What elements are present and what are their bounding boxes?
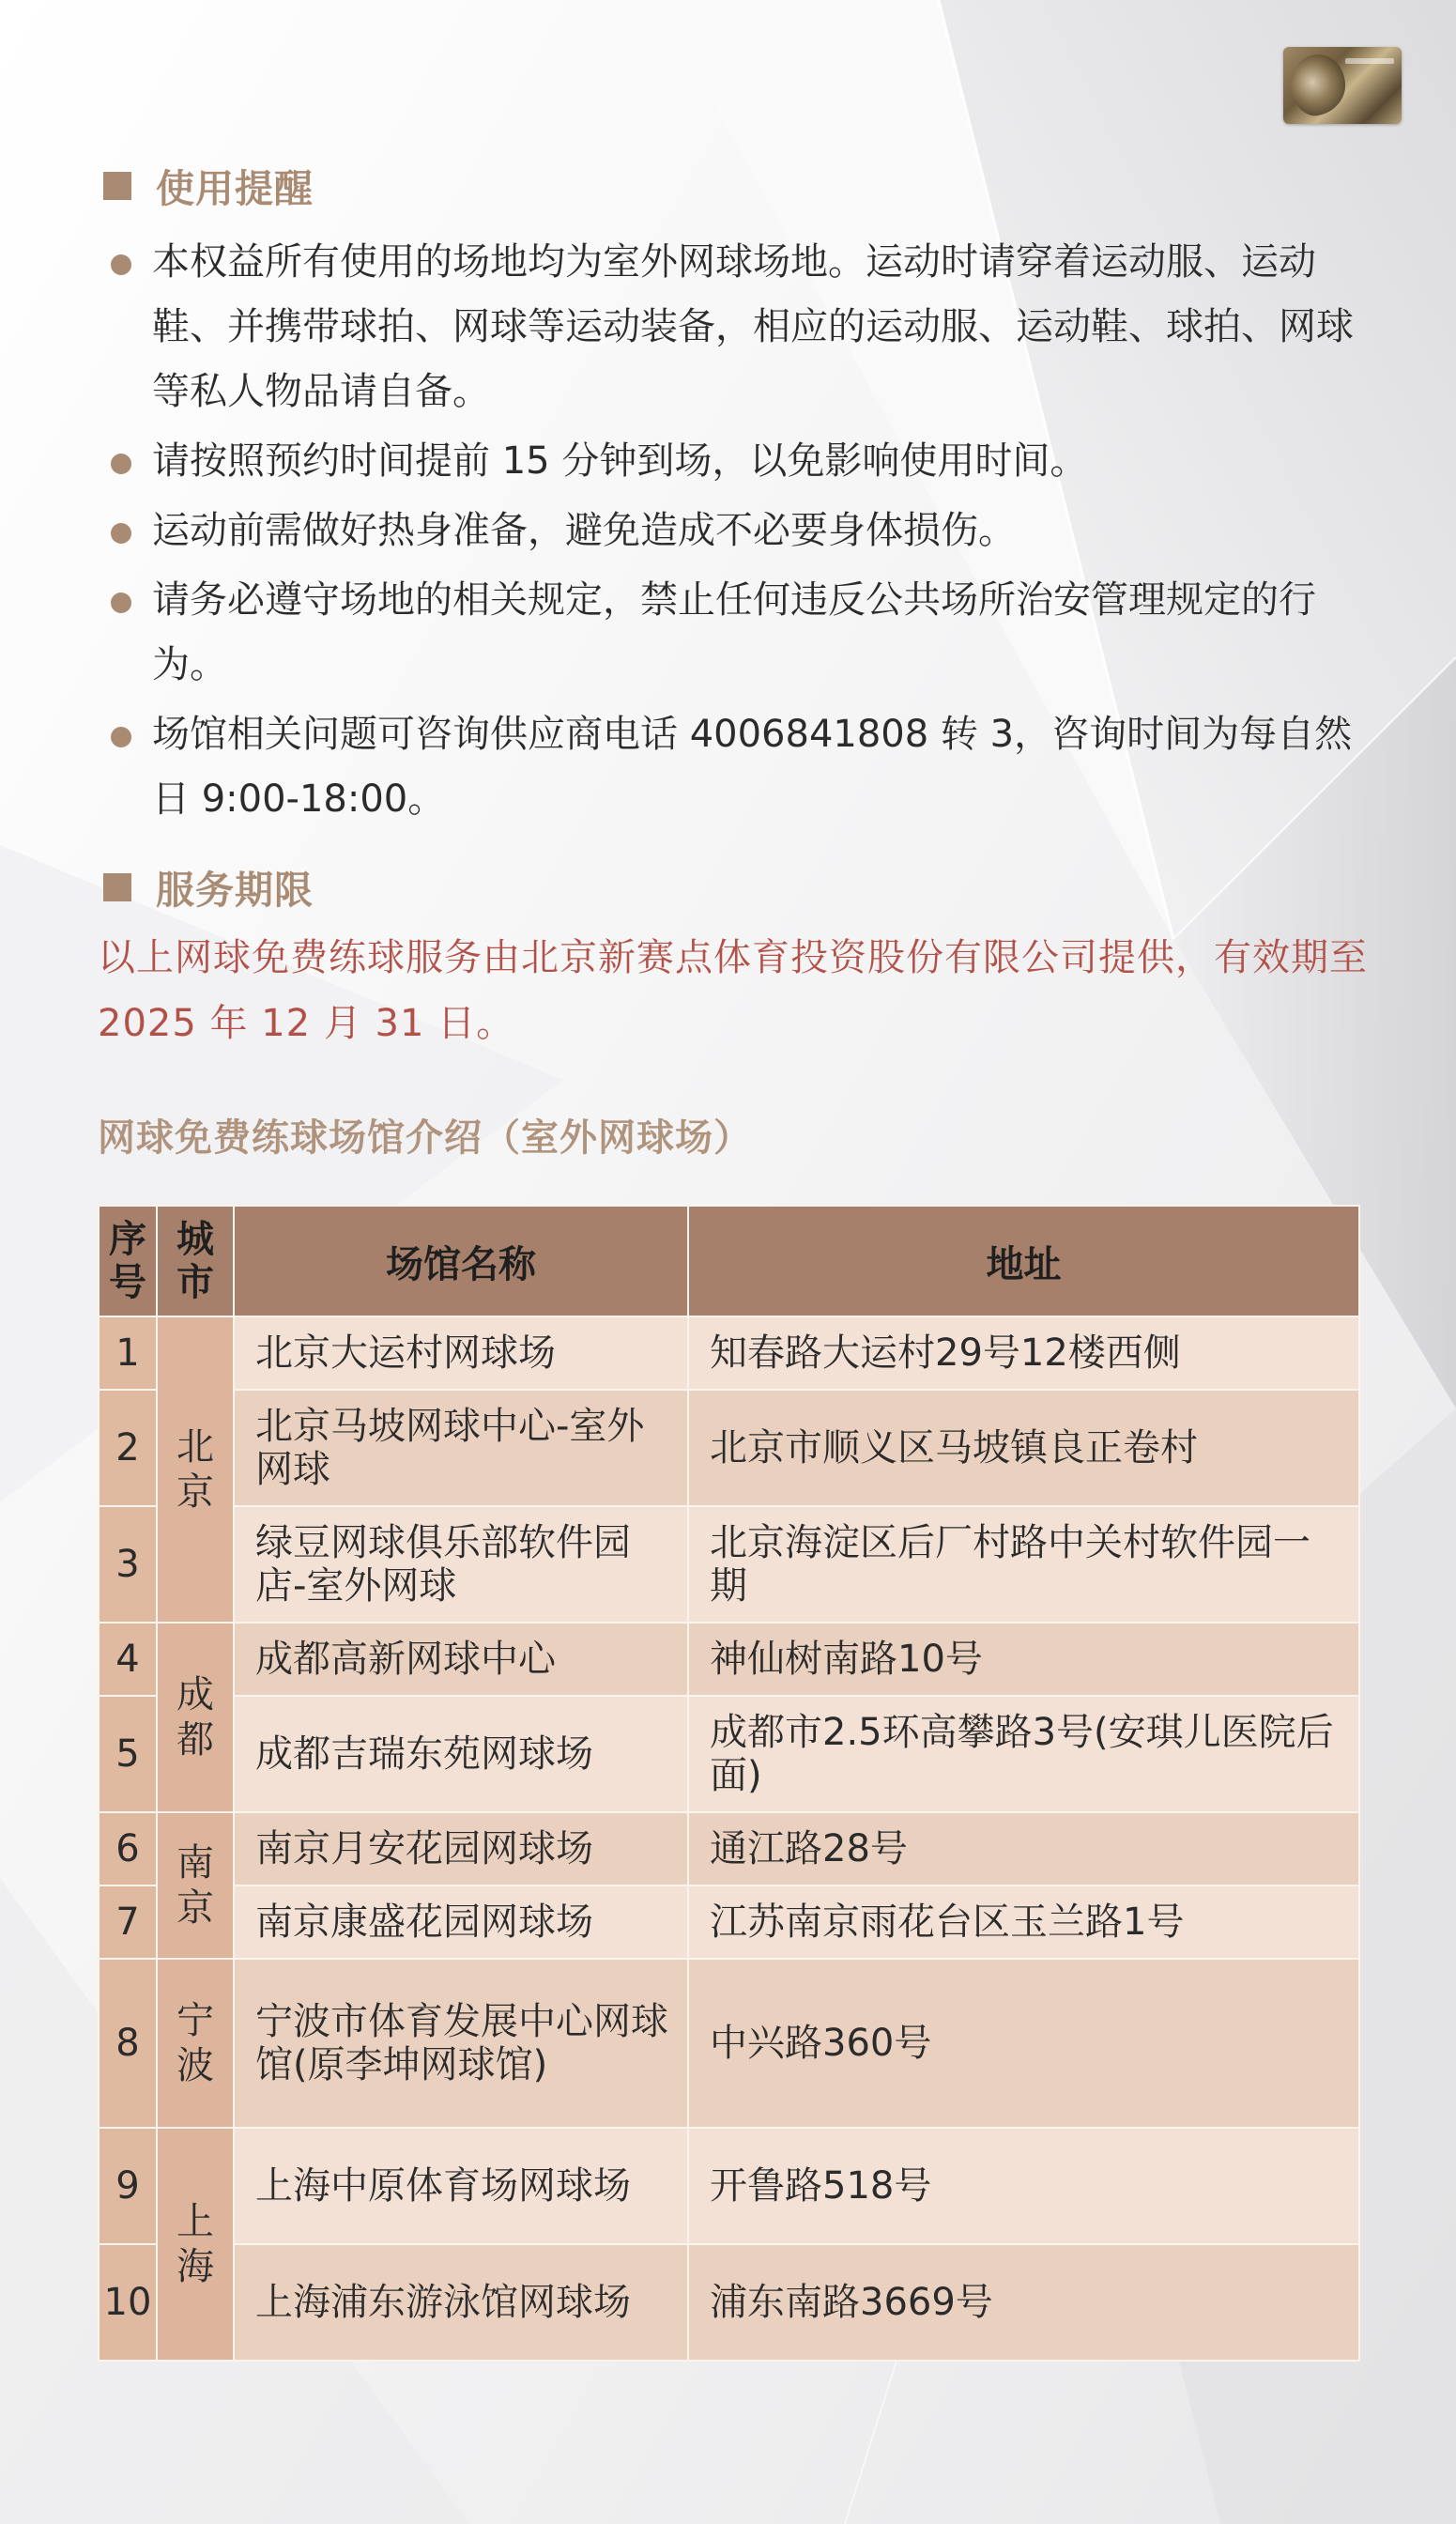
row-number: 9 — [99, 2128, 157, 2244]
venue-name: 绿豆网球俱乐部软件园店-室外网球 — [234, 1506, 688, 1623]
row-number: 4 — [99, 1623, 157, 1696]
row-number: 8 — [99, 1959, 157, 2128]
row-number: 3 — [99, 1506, 157, 1623]
table-row — [99, 2128, 1359, 2244]
venue-address: 北京市顺义区马坡镇良正卷村 — [688, 1390, 1359, 1506]
usage-item-text: 请按照预约时间提前 15 分钟到场，以免影响使用时间。 — [152, 439, 1088, 483]
card-text-stripe — [1345, 58, 1394, 64]
table-row — [99, 1812, 1359, 1885]
header-city: 城市 — [157, 1206, 234, 1316]
venue-address: 开鲁路518号 — [688, 2128, 1359, 2244]
service-heading — [103, 859, 314, 915]
table-row — [99, 1696, 1359, 1812]
header-no: 序号 — [99, 1206, 157, 1316]
header-address: 地址 — [688, 1206, 1359, 1316]
venue-table — [98, 1205, 1360, 2362]
venue-name: 上海中原体育场网球场 — [234, 2128, 688, 2244]
dot-bullet-icon — [111, 523, 131, 544]
usage-item-text: 运动前需做好热身准备，避免造成不必要身体损伤。 — [152, 509, 1016, 552]
venue-name: 北京马坡网球中心-室外网球 — [234, 1390, 688, 1506]
square-bullet-icon — [103, 172, 131, 200]
city-cell: 南京 — [157, 1812, 234, 1959]
usage-item-text: 场馆相关问题可咨询供应商电话 4006841808 转 3，咨询时间为每自然日 9:00-18:00。 — [152, 713, 1353, 821]
city-cell: 北京 — [157, 1316, 234, 1623]
usage-list — [103, 230, 1361, 837]
venue-address: 知春路大运村29号12楼西侧 — [688, 1316, 1359, 1390]
usage-item — [103, 429, 1361, 494]
header-venue-name: 场馆名称 — [234, 1206, 688, 1316]
row-number: 1 — [99, 1316, 157, 1390]
table-row — [99, 1885, 1359, 1959]
row-number: 5 — [99, 1696, 157, 1812]
dot-bullet-icon — [111, 254, 131, 275]
city-cell: 上海 — [157, 2128, 234, 2361]
usage-item-text: 本权益所有使用的场地均为室外网球场地。运动时请穿着运动服、运动鞋、并携带球拍、网球等运动装备，相应的运动服、运动鞋、球拍、网球等私人物品请自备。 — [152, 240, 1354, 413]
venue-address: 江苏南京雨花台区玉兰路1号 — [688, 1885, 1359, 1959]
venue-address: 中兴路360号 — [688, 1959, 1359, 2128]
usage-item — [103, 499, 1361, 563]
usage-heading-text: 使用提醒 — [156, 166, 314, 211]
venue-name: 北京大运村网球场 — [234, 1316, 688, 1390]
table-header-row — [99, 1206, 1359, 1316]
dot-bullet-icon — [111, 454, 131, 474]
table-row — [99, 1316, 1359, 1390]
table-row — [99, 1623, 1359, 1696]
venue-address: 神仙树南路10号 — [688, 1623, 1359, 1696]
venue-table-title: 网球免费练球场馆介绍（室外网球场） — [98, 1116, 752, 1160]
city-cell: 宁波 — [157, 1959, 234, 2128]
row-number: 7 — [99, 1885, 157, 1959]
row-number: 6 — [99, 1812, 157, 1885]
venue-name: 宁波市体育发展中心网球馆(原李坤网球馆) — [234, 1959, 688, 2128]
venue-address: 浦东南路3669号 — [688, 2244, 1359, 2361]
usage-heading — [103, 158, 314, 213]
venue-name: 上海浦东游泳馆网球场 — [234, 2244, 688, 2361]
venue-name: 成都吉瑞东苑网球场 — [234, 1696, 688, 1812]
venue-name: 南京月安花园网球场 — [234, 1812, 688, 1885]
credit-card-thumbnail — [1283, 47, 1402, 124]
row-number: 10 — [99, 2244, 157, 2361]
usage-item — [103, 702, 1361, 832]
usage-item — [103, 568, 1361, 698]
venue-address: 成都市2.5环高攀路3号(安琪儿医院后面) — [688, 1696, 1359, 1812]
square-bullet-icon — [103, 873, 131, 901]
dot-bullet-icon — [111, 593, 131, 613]
venue-name: 南京康盛花园网球场 — [234, 1885, 688, 1959]
venue-address: 北京海淀区后厂村路中关村软件园一期 — [688, 1506, 1359, 1623]
city-cell: 成都 — [157, 1623, 234, 1812]
usage-item-text: 请务必遵守场地的相关规定，禁止任何违反公共场所治安管理规定的行为。 — [152, 578, 1316, 686]
service-heading-text: 服务期限 — [156, 868, 314, 913]
card-emblem-icon — [1291, 54, 1345, 116]
table-row — [99, 1959, 1359, 2128]
venue-name: 成都高新网球中心 — [234, 1623, 688, 1696]
table-row — [99, 2244, 1359, 2361]
row-number: 2 — [99, 1390, 157, 1506]
venue-address: 通江路28号 — [688, 1812, 1359, 1885]
table-row — [99, 1390, 1359, 1506]
dot-bullet-icon — [111, 727, 131, 747]
table-row — [99, 1506, 1359, 1623]
usage-item — [103, 230, 1361, 424]
service-description: 以上网球免费练球服务由北京新赛点体育投资股份有限公司提供，有效期至 2025 年 12 月 31 日。 — [98, 936, 1368, 1045]
